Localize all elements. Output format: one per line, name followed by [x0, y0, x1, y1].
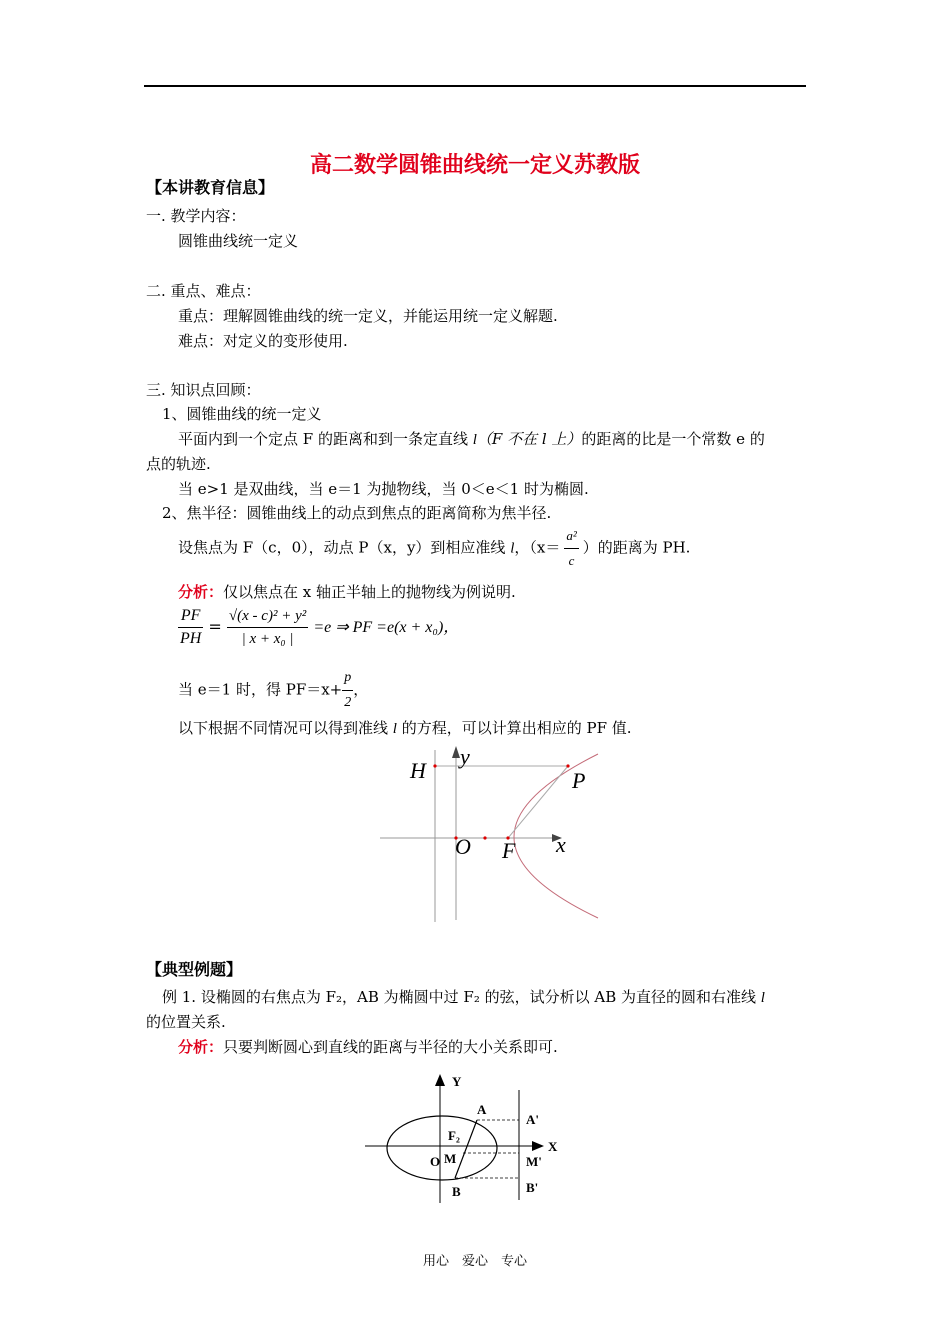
y-axis-arrow-2: [435, 1074, 445, 1086]
page-footer: 用心 爱心 专心: [422, 1254, 527, 1269]
analysis-line-1: [178, 582, 516, 602]
part2-difficulty: 难点：对定义的变形使用.: [178, 332, 348, 350]
setup-fraction-num: a²: [564, 524, 578, 549]
label-y: y: [460, 744, 470, 769]
eccentricity-cases: 当 e>1 是双曲线，当 e＝1 为抛物线，当 0＜e＜1 时为椭圆.: [178, 480, 589, 498]
definition-text-b: （F 不在 l 上）: [476, 430, 582, 448]
setup-directrix-symbol: l: [510, 540, 515, 557]
item2-title: 2、焦半径：圆锥曲线上的动点到焦点的距离简称为焦半径.: [162, 504, 552, 522]
label-X-axis: X: [548, 1139, 558, 1154]
y-axis-arrow: [452, 746, 460, 758]
label-O: O: [455, 834, 471, 859]
definition-text-a: 平面内到一个定点 F 的距离和到一条定直线: [178, 430, 473, 448]
analysis-label-2: 分析：: [178, 1038, 224, 1056]
directrix-symbol: l: [472, 432, 477, 448]
example1-line1: [162, 987, 765, 1008]
label-F: F: [502, 838, 516, 863]
label-P: P: [572, 768, 586, 793]
label-M: M: [444, 1151, 457, 1166]
label-B: B: [452, 1184, 461, 1199]
example1-line2: 的位置关系.: [146, 1013, 226, 1031]
label-M-prime: M': [526, 1154, 542, 1169]
formula-rhs: [227, 605, 308, 650]
part2-heading: 二. 重点、难点：: [146, 282, 261, 300]
definition-line1: [178, 429, 765, 450]
analysis-line-2: [178, 1037, 558, 1057]
e-equals-1-line: [178, 666, 368, 715]
label-F2: F₂: [448, 1128, 460, 1143]
analysis-text-1: 仅以焦点在 x 轴正半轴上的抛物线为例说明.: [223, 583, 516, 601]
formula-rhs-num: √(x - c)² + y²: [227, 605, 308, 628]
e1-fraction: [342, 666, 353, 715]
label-O-2: O: [430, 1154, 441, 1169]
formula-lhs-num: PF: [178, 605, 203, 628]
part1-content: 圆锥曲线统一定义: [178, 232, 299, 250]
conclusion-text-b: 的方程，可以计算出相应的 PF 值.: [396, 719, 632, 737]
definition-text-c: 的距离的比是一个常数 e 的: [581, 430, 765, 448]
e1-text-c: ，: [353, 680, 369, 699]
e1-fraction-num: p: [342, 666, 353, 691]
parabola-figure: [370, 740, 610, 930]
part1-heading: 一. 教学内容：: [146, 207, 246, 225]
setup-fraction-den: c: [568, 553, 575, 568]
e1-text-a: 当 e＝1 时，得 PF＝x+: [178, 680, 343, 699]
e1-fraction-den: 2: [344, 695, 352, 710]
ellipse-figure: [360, 1068, 570, 1208]
example1-directrix-symbol: l: [760, 990, 765, 1006]
conclusion-text-a: 以下根据不同情况可以得到准线: [178, 719, 393, 737]
setup-line: [178, 524, 690, 573]
ratio-formula: [178, 605, 459, 650]
part2-key-point: 重点：理解圆锥曲线的统一定义，并能运用统一定义解题.: [178, 307, 558, 325]
formula-lhs: [178, 605, 203, 650]
setup-text-b: ，（x＝: [514, 538, 561, 557]
label-B-prime: B': [526, 1180, 539, 1195]
part3-heading: 三. 知识点回顾：: [146, 381, 261, 399]
example1-text-a: 例 1. 设椭圆的右焦点为 F₂，AB 为椭圆中过 F₂ 的弦，试分析以 AB 为直径的圆和右准线: [162, 988, 761, 1006]
conclusion-directrix-symbol: l: [392, 721, 397, 737]
setup-text-a: 设焦点为 F（c，0），动点 P（x，y）到相应准线: [178, 538, 511, 557]
vertex-point: [483, 836, 486, 839]
ellipse: [387, 1116, 497, 1180]
analysis-text-2: 只要判断圆心到直线的距离与半径的大小关系即可.: [223, 1038, 558, 1056]
label-A-prime: A': [526, 1112, 539, 1127]
analysis-label-1: 分析：: [178, 583, 224, 601]
formula-equals: =: [208, 617, 222, 636]
formula-tail: =e ⇒ PF =e(x + x₀)，: [313, 619, 460, 636]
formula-rhs-den: | x + x₀ |: [241, 631, 294, 647]
point-H: [433, 764, 436, 767]
label-x: x: [556, 832, 566, 857]
label-H: H: [410, 758, 426, 783]
section-heading-examples: 【典型例题】: [146, 960, 243, 979]
label-Y-axis: Y: [452, 1074, 462, 1089]
segment-PF: [508, 766, 568, 838]
header-rule: [144, 85, 806, 87]
definition-line2: 点的轨迹.: [146, 455, 211, 473]
setup-fraction: [564, 524, 578, 573]
item1-title: 1、圆锥曲线的统一定义: [162, 405, 322, 423]
x-axis-arrow-2: [532, 1141, 544, 1151]
conclusion-line: [178, 718, 632, 739]
label-A: A: [477, 1102, 487, 1117]
setup-text-c: ）的距离为 PH.: [582, 538, 691, 557]
section-heading-info: 【本讲教育信息】: [146, 178, 275, 197]
point-P: [566, 764, 569, 767]
formula-lhs-den: PH: [180, 630, 202, 647]
page-title: 高二数学圆锥曲线统一定义苏教版: [309, 152, 640, 178]
